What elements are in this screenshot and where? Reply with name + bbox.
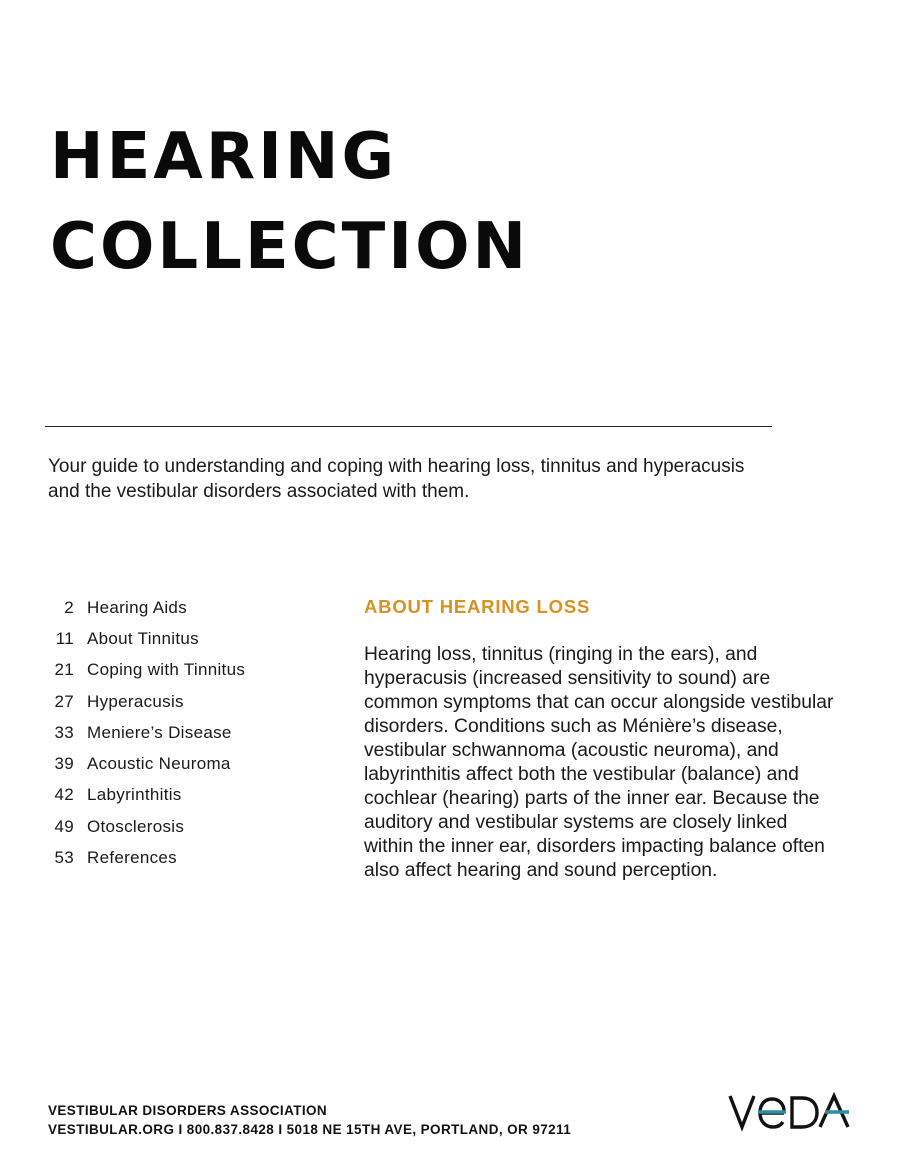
footer-org: VESTIBULAR DISORDERS ASSOCIATION	[48, 1103, 328, 1118]
toc-label: References	[87, 848, 177, 868]
toc-label: Labyrinthitis	[87, 785, 182, 805]
toc-label: Meniere’s Disease	[87, 722, 232, 742]
toc-page-number: 27	[54, 691, 74, 711]
page-title	[50, 112, 529, 292]
toc-label: Acoustic Neuroma	[87, 754, 231, 774]
toc-label: Hyperacusis	[87, 691, 184, 711]
veda-logo	[728, 1090, 852, 1134]
toc-label: About Tinnitus	[87, 628, 199, 648]
toc-label: Hearing Aids	[87, 597, 187, 617]
toc-label: Coping with Tinnitus	[87, 660, 246, 680]
footer-contact: VESTIBULAR.ORG I 800.837.8428 I 5018 NE 15TH AVE, PORTLAND, OR 97211	[48, 1122, 572, 1137]
toc-page-number: 33	[54, 722, 74, 742]
toc-page-number: 42	[54, 785, 74, 805]
title-line-1: HEARING	[50, 120, 397, 194]
toc-item[interactable]	[48, 686, 338, 717]
toc-label: Otosclerosis	[87, 816, 185, 836]
about-heading: ABOUT HEARING LOSS	[364, 596, 591, 617]
toc-item[interactable]	[48, 780, 338, 811]
toc-item[interactable]	[48, 623, 338, 654]
about-body: Hearing loss, tinnitus (ringing in the ears), and hyperacusis (increased sensitivity to sound) are common symptoms that can occur alongside vestibular disorders. Conditions such as Ménière’s disease, vestibular schwannoma (acoustic neuroma), and labyrinthitis affect both the vestibular (balance) and cochlear (hearing) parts of the inner ear. Because the auditory and vestibular systems are closely linked within the inner ear, disorders impacting balance often also affect hearing and sound perception.	[364, 644, 834, 881]
toc-page-number: 49	[54, 816, 74, 836]
footer	[48, 1101, 571, 1139]
toc-page-number: 11	[55, 628, 74, 648]
toc-item[interactable]	[48, 842, 338, 873]
title-line-2: COLLECTION	[50, 210, 530, 284]
toc-page-number: 39	[54, 754, 74, 774]
toc-item[interactable]	[48, 717, 338, 748]
toc-item[interactable]	[48, 592, 338, 623]
toc-item[interactable]	[48, 748, 338, 779]
toc-page-number: 53	[54, 848, 74, 868]
intro-text: Your guide to understanding and coping with hearing loss, tinnitus and hyperacusis and the vestibular disorders associated with them.	[48, 456, 745, 502]
toc-item[interactable]	[48, 655, 338, 686]
toc-item[interactable]	[48, 811, 338, 842]
toc-page-number: 2	[64, 597, 74, 617]
table-of-contents	[48, 592, 338, 874]
toc-page-number: 21	[54, 660, 74, 680]
divider	[45, 426, 772, 427]
